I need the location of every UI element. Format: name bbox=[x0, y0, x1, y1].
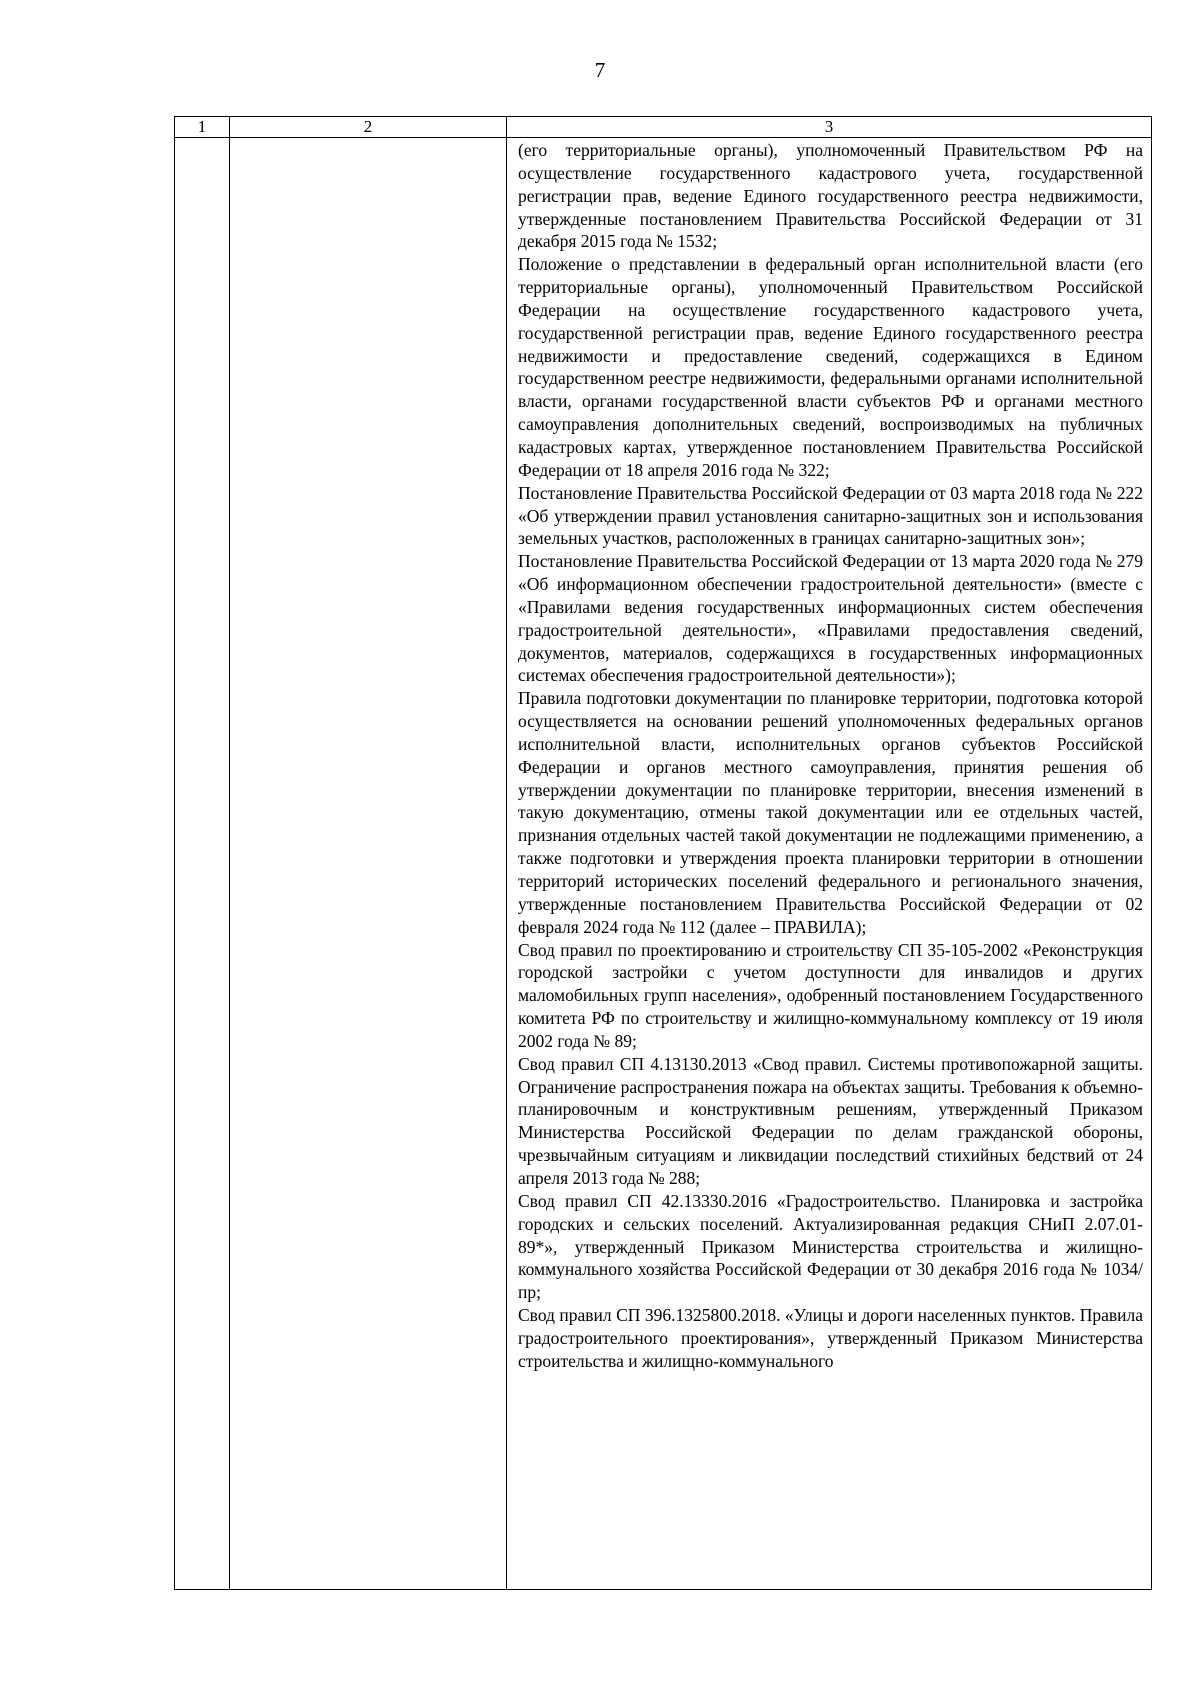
document-entry: Постановление Правительства Российской Федерации от 13 марта 2020 года № 279 «Об информационном обеспечении градостроительной деятельности» (вместе с «Правилами ведения государственных информационных систем обеспечения градостроительной деятельности», «Правилами предоставления сведений, документов, материалов, содержащихся в государственных информационных системах обеспечения градостроительной деятельности»); bbox=[518, 551, 1143, 686]
page-number: 7 bbox=[594, 58, 606, 82]
column-header-3: 3 bbox=[507, 117, 1152, 138]
document-entry: Свод правил по проектированию и строительству СП 35-105-2002 «Реконструкция городской застройки с учетом доступности для инвалидов и других маломобильных групп населения», одобренный постановлением Государственного комитета РФ по строительству и жилищно-коммунальному комплексу от 19 июля 2002 года № 89; bbox=[518, 939, 1143, 1051]
document-entry: Постановление Правительства Российской Федерации от 03 марта 2018 года № 222 «Об утверждении правил установления санитарно-защитных зон и использования земельных участков, расположенных в границах санитарно-защитных зон»; bbox=[518, 482, 1143, 549]
column-header-2: 2 bbox=[230, 117, 507, 138]
document-entry: Правила подготовки документации по планировке территории, подготовка которой осуществляется на основании решений уполномоченных федеральных органов исполнительной власти, исполнительных органов субъектов Российской Федерации и органов местного самоуправления, принятия решения об утверждении документации по планировке территории, внесения изменений в такую документацию, отмены такой документации или ее отдельных частей, признания отдельных частей такой документации не подлежащими применению, а также подготовки и утверждения проекта планировки территории в отношении территорий исторических поселений федерального и регионального значения, утвержденные постановлением Правительства Российской Федерации от 02 февраля 2024 года № 112 (далее – ПРАВИЛА); bbox=[518, 688, 1143, 937]
document-entry: (его территориальные органы), уполномоченный Правительством РФ на осуществление государственного кадастрового учета, государственной регистрации прав, ведение Единого государственного реестра недвижимости, утвержденные постановлением Правительства Российской Федерации от 31 декабря 2015 года № 1532; bbox=[518, 140, 1143, 252]
document-entry: Свод правил СП 4.13130.2013 «Свод правил. Системы противопожарной защиты. Ограничение распространения пожара на объектах защиты. Требования к объемно-планировочным и конструктивным решениям, утвержденный Приказом Министерства Российской Федерации по делам гражданской обороны, чрезвычайным ситуациям и ликвидации последствий стихийных бедствий от 24 апреля 2013 года № 288; bbox=[518, 1053, 1143, 1188]
cell-col-3-documents bbox=[507, 138, 1152, 1590]
document-entry: Свод правил СП 396.1325800.2018. «Улицы и дороги населенных пунктов. Правила градостроительного проектирования», утвержденный Приказом Министерства строительства и жилищно-коммунального bbox=[518, 1305, 1143, 1371]
table-header-row bbox=[175, 117, 1152, 138]
document-entry: Положение о представлении в федеральный орган исполнительной власти (его территориальные органы), уполномоченный Правительством Российской Федерации на осуществление государственного кадастрового учета, государственной регистрации прав, ведение Единого государственного реестра недвижимости и предоставление сведений, содержащихся в Едином государственном реестре недвижимости, федеральными органами исполнительной власти, органами государственной власти субъектов РФ и органами местного самоуправления дополнительных сведений, воспроизводимых на публичных кадастровых картах, утвержденное постановлением Правительства Российской Федерации от 18 апреля 2016 года № 322; bbox=[518, 254, 1143, 480]
regulations-table bbox=[174, 116, 1152, 1590]
document-entry: Свод правил СП 42.13330.2016 «Градостроительство. Планировка и застройка городских и сельских поселений. Актуализированная редакция СНиП 2.07.01-89*», утвержденный Приказом Министерства строительства и жилищно-коммунального хозяйства Российской Федерации от 30 декабря 2016 года № 1034/пр; bbox=[518, 1190, 1143, 1303]
column-header-1: 1 bbox=[175, 117, 230, 138]
cell-col-2 bbox=[230, 138, 507, 1590]
cell-col-1 bbox=[175, 138, 230, 1590]
table-row bbox=[175, 138, 1152, 1590]
